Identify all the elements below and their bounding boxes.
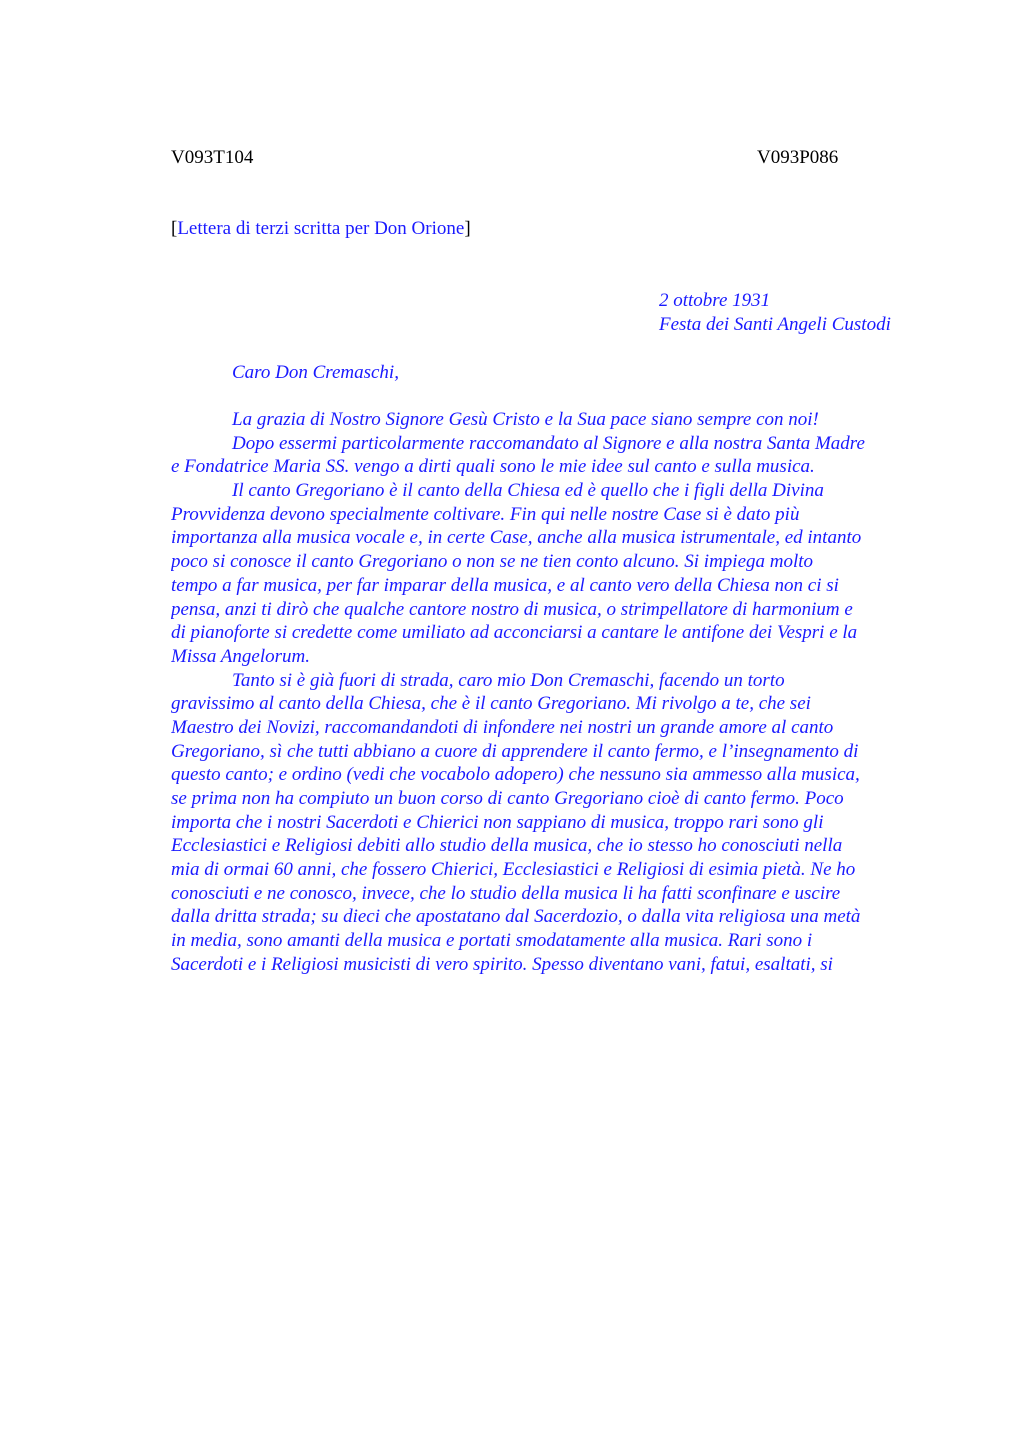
page-code-right: V093P086	[757, 147, 839, 168]
body-line: tempo a far musica, per far imparar della musica, e al canto vero della Chiesa non ci si	[171, 574, 839, 596]
heading-open-bracket: [	[171, 218, 178, 239]
body-line: di pianoforte si credette come umiliato ad acconciarsi a cantare le antifone dei Vespri e la	[171, 622, 858, 644]
heading-close-bracket: ]	[464, 218, 471, 239]
body-line: Sacerdoti e i Religiosi musicisti di vero spirito. Spesso diventano vani, fatui, esaltati, si	[171, 953, 833, 975]
body-line: questo canto; e ordino (vedi che vocabolo adopero) che nessuno sia ammesso alla musica,	[171, 764, 860, 786]
body-line: importa che i nostri Sacerdoti e Chierici non sappiano di musica, troppo rari sono gli	[171, 811, 824, 833]
body-line: in media, sono amanti della musica e portati smodatamente alla musica. Rari sono i	[171, 930, 813, 952]
body-line: Missa Angelorum.	[171, 645, 310, 667]
body-line: Provvidenza devono specialmente coltivare. Fin qui nelle nostre Case si è dato più	[171, 503, 800, 525]
body-line: Gregoriano, sì che tutti abbiano a cuore di apprendere il canto fermo, e l’insegnamento di	[171, 740, 859, 762]
document-code-left: V093T104	[171, 147, 254, 168]
date-block	[659, 289, 891, 337]
body-line: e Fondatrice Maria SS. vengo a dirti quali sono le mie idee sul canto e sulla musica.	[171, 456, 815, 478]
body-line: poco si conosce il canto Gregoriano o non se ne tien conto alcuno. Si impiega molto	[171, 551, 814, 573]
letter-body	[171, 408, 931, 977]
body-line: Tanto si è già fuori di strada, caro mio Don Cremaschi, facendo un torto	[232, 669, 785, 691]
letter-date: 2 ottobre 1931	[659, 290, 771, 311]
letter-heading	[171, 217, 471, 241]
feast-line: Festa dei Santi Angeli Custodi	[659, 314, 891, 335]
body-line: pensa, anzi ti dirò che qualche cantore nostro di musica, o strimpellatore di harmonium e	[171, 598, 853, 620]
heading-text: Lettera di terzi scritta per Don Orione	[177, 218, 465, 239]
body-line: mia di ormai 60 anni, che fossero Chierici, Ecclesiastici e Religiosi di esimia pietà. Ne ho	[171, 859, 856, 881]
body-line: dalla dritta strada; su dieci che apostatano dal Sacerdozio, o dalla vita religiosa una metà	[171, 906, 861, 928]
body-line: La grazia di Nostro Signore Gesù Cristo e la Sua pace siano sempre con noi!	[232, 409, 819, 430]
body-line: importanza alla musica vocale e, in certe Case, anche alla musica istrumentale, ed intanto	[171, 527, 862, 549]
body-line: conosciuti e ne conosco, invece, che lo studio della musica li ha fatti sconfinare e uscire	[171, 882, 841, 904]
body-line: Dopo essermi particolarmente raccomandato al Signore e alla nostra Santa Madre	[232, 432, 865, 454]
salutation: Caro Don Cremaschi,	[232, 362, 399, 383]
body-line: Il canto Gregoriano è il canto della Chiesa ed è quello che i figli della Divina	[232, 480, 824, 502]
body-line: Ecclesiastici e Religiosi debiti allo studio della musica, che io stesso ho conosciuti nella	[171, 835, 843, 857]
body-line: se prima non ha compiuto un buon corso di canto Gregoriano cioè di canto fermo. Poco	[171, 788, 844, 809]
body-line: gravissimo al canto della Chiesa, che è il canto Gregoriano. Mi rivolgo a te, che sei	[171, 693, 811, 715]
body-line: Maestro dei Novizi, raccomandandoti di infondere nei nostri un grande amore al canto	[171, 716, 834, 738]
